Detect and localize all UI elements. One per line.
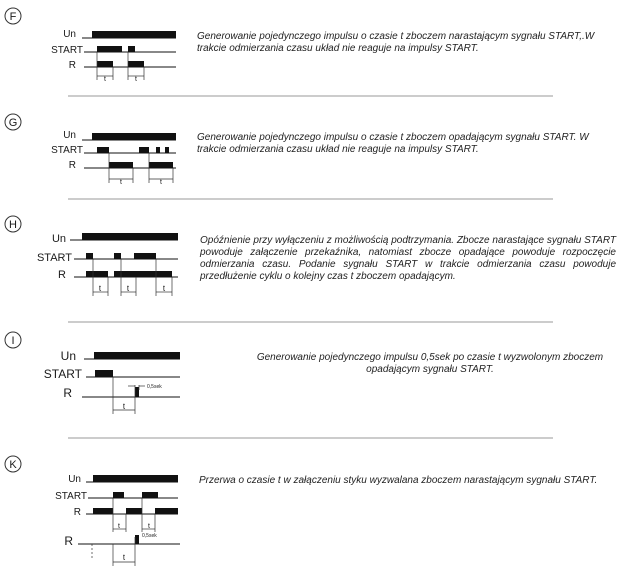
signal-label-un: Un	[63, 130, 76, 141]
section-i-description: Generowanie pojedynczego impulsu 0,5sek po czasie t wyzwolonym zboczem opadającym sygnału START.	[256, 352, 604, 375]
signal-label-r: R	[73, 507, 81, 518]
signal-label-start: START	[43, 367, 82, 381]
relay-pulse	[135, 535, 139, 544]
relay-pulse	[93, 508, 113, 514]
time-label: t	[104, 76, 106, 83]
un-level-high	[92, 31, 176, 38]
signal-label-start: START	[51, 45, 83, 56]
start-pulse	[95, 370, 113, 377]
time-label: t	[122, 402, 126, 411]
section-g-description: Generowanie pojedynczego impulsu o czasie t zboczem opadającym sygnału START. W trakcie odmierzania czasu układ nie reaguje na impulsy START.	[197, 132, 589, 155]
time-label: t	[135, 76, 137, 83]
start-pulse	[113, 492, 124, 498]
relay-pulse	[86, 271, 108, 277]
signal-label-un: Un	[63, 29, 76, 40]
relay-pulse	[109, 162, 133, 168]
time-label: t	[148, 523, 150, 530]
signal-label-un: Un	[51, 233, 66, 245]
signal-label-r: R	[63, 386, 72, 400]
signal-label-r: R	[68, 60, 76, 71]
start-pulse	[86, 253, 93, 259]
start-pulse	[97, 46, 122, 52]
signal-label-start: START	[36, 252, 72, 264]
start-pulse	[142, 492, 158, 498]
relay-pulse	[114, 271, 172, 277]
signal-label-start: START	[55, 491, 87, 502]
section-k-description: Przerwa o czasie t w załączeniu styku wyzwalana zboczem narastającym sygnału START.	[199, 475, 598, 486]
mode-letter: H	[9, 219, 17, 231]
time-label: t	[98, 284, 102, 293]
signal-label-r: R	[64, 534, 73, 548]
mode-letter: I	[11, 335, 15, 347]
start-pulse	[165, 147, 169, 153]
signal-label-start: START	[51, 145, 83, 156]
relay-pulse	[135, 387, 139, 397]
start-pulse	[128, 46, 135, 52]
mode-letter: G	[8, 117, 18, 129]
time-label: t	[162, 284, 166, 293]
start-pulse	[139, 147, 149, 153]
time-label: t	[120, 179, 122, 186]
start-pulse	[114, 253, 121, 259]
time-label: t	[122, 553, 126, 562]
mode-letter: K	[9, 459, 17, 471]
start-pulse	[97, 147, 109, 153]
section-i-diagram	[5, 332, 180, 414]
un-level-high	[82, 233, 178, 240]
relay-pulse	[126, 508, 142, 514]
time-label: t	[118, 523, 120, 530]
relay-pulse	[97, 61, 113, 67]
un-level-high	[93, 475, 178, 482]
section-f-description: Generowanie pojedynczego impulsu o czasie t zboczem narastającym sygnału START,.W trakcie odmierzania czasu układ nie reaguje na impulsy START.	[197, 31, 595, 54]
relay-pulse	[155, 508, 178, 514]
section-g-diagram	[5, 114, 176, 186]
mode-letter: F	[9, 11, 17, 23]
un-level-high	[92, 133, 176, 140]
pulse-width-label: 0,5sek	[142, 533, 157, 539]
section-f-diagram	[5, 8, 176, 83]
signal-label-r: R	[58, 269, 66, 281]
section-h-diagram	[5, 216, 178, 296]
signal-label-un: Un	[60, 349, 76, 363]
signal-label-un: Un	[68, 474, 81, 485]
pulse-width-label: 0,5sek	[147, 384, 162, 390]
start-pulse	[156, 147, 160, 153]
relay-pulse	[128, 61, 144, 67]
relay-pulse	[149, 162, 173, 168]
start-pulse	[134, 253, 156, 259]
time-dimension-marks	[113, 377, 145, 414]
time-label: t	[126, 284, 130, 293]
section-k-diagram	[5, 456, 180, 566]
time-label: t	[160, 179, 162, 186]
un-level-high	[94, 352, 180, 359]
section-h-description: Opóźnienie przy wyłączeniu z możliwością podtrzymania. Zbocze narastające sygnału START powoduje załączenie przekaźnika, natomiast zbocze opadające powoduje rozpoczęcie odmierzania czasu. Podanie sygnału START w trakcie odmierzania czasu powoduje przedłużenie cyklu o kolejny czas t zboczem opadającym.	[200, 235, 616, 282]
signal-label-r: R	[68, 160, 76, 171]
